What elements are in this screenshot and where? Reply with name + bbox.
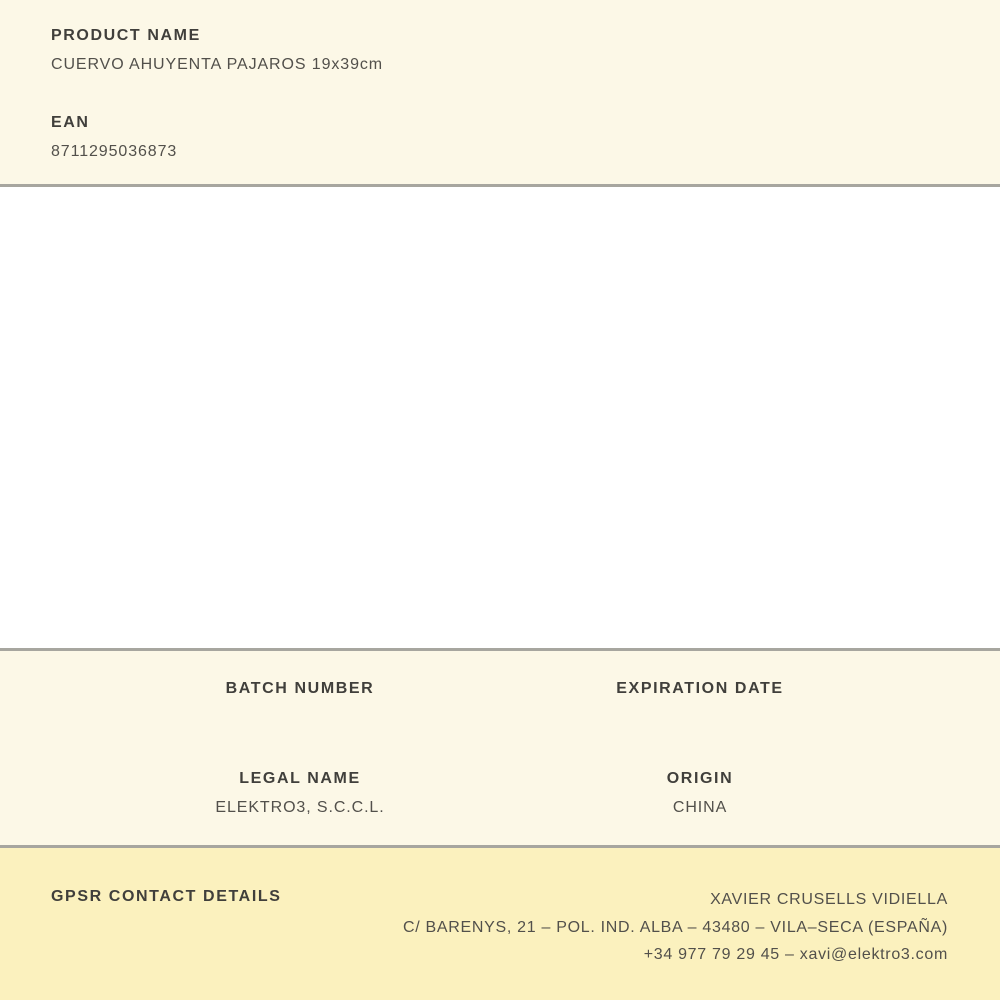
product-details-section <box>0 651 1000 845</box>
contact-phone-email: +34 977 79 29 45 – xavi@elektro3.com <box>643 946 948 963</box>
batch-number-label: BATCH NUMBER <box>225 680 375 697</box>
expiration-date-cell <box>500 679 900 769</box>
ean-field <box>51 113 949 162</box>
contact-person-name: XAVIER CRUSELLS VIDIELLA <box>710 891 948 908</box>
batch-number-value <box>100 708 500 728</box>
contact-address: C/ BARENYS, 21 – POL. IND. ALBA – 43480 – VILA–SECA (ESPAÑA) <box>402 918 948 936</box>
gpsr-footer-section <box>0 848 1000 1000</box>
gpsr-contact-block <box>403 886 948 969</box>
ean-value: 8711295036873 <box>51 143 178 160</box>
legal-name-cell <box>100 769 500 845</box>
batch-number-cell <box>100 679 500 769</box>
product-image-area <box>0 187 1000 648</box>
product-header-section <box>0 0 1000 184</box>
origin-label: ORIGIN <box>666 770 734 787</box>
expiration-date-label: EXPIRATION DATE <box>616 680 784 697</box>
product-name-label: PRODUCT NAME <box>51 27 201 44</box>
gpsr-contact-title: GPSR CONTACT DETAILS <box>51 888 282 905</box>
origin-value: CHINA <box>672 799 728 816</box>
legal-name-value: ELEKTRO3, S.C.C.L. <box>215 799 385 816</box>
expiration-date-value <box>500 708 900 728</box>
legal-name-label: LEGAL NAME <box>239 770 361 787</box>
origin-cell <box>500 769 900 845</box>
ean-label: EAN <box>51 114 90 131</box>
product-name-field <box>51 26 949 75</box>
product-name-value: CUERVO AHUYENTA PAJAROS 19x39cm <box>51 56 383 73</box>
